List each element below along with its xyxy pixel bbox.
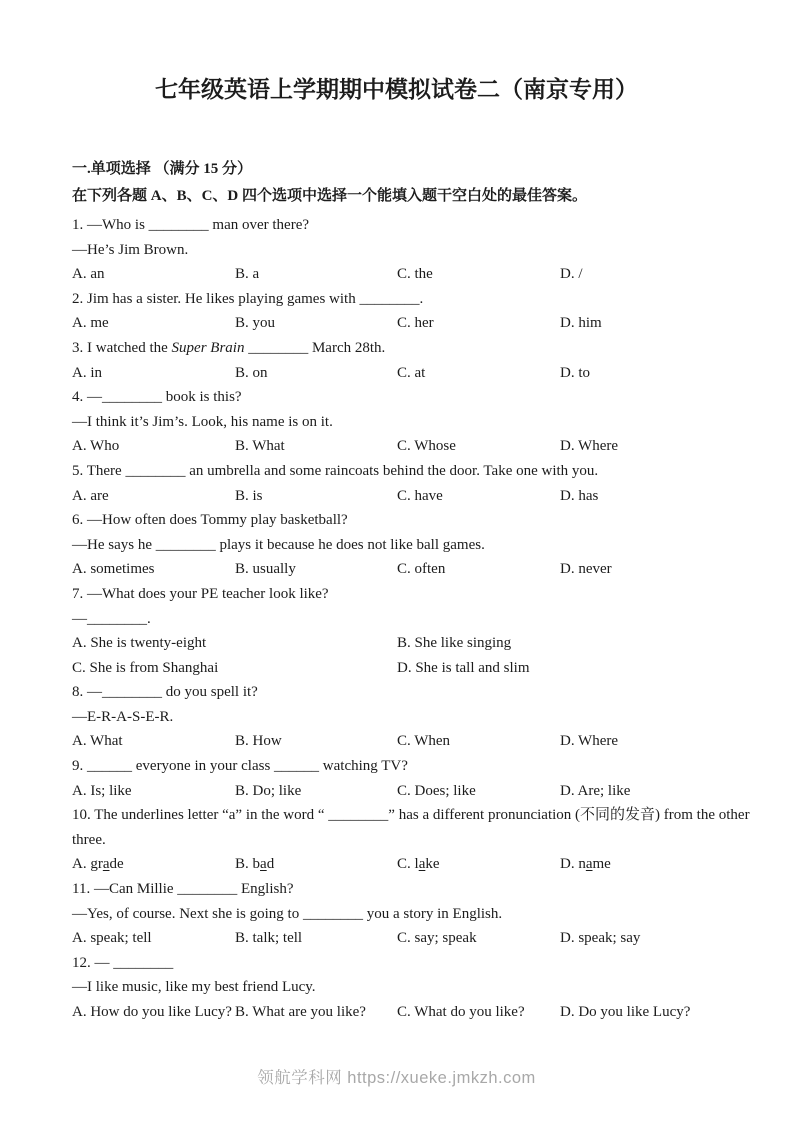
question-2-options <box>72 311 721 336</box>
question-8-options <box>72 729 721 754</box>
option-a <box>72 852 235 877</box>
option-d <box>560 852 721 877</box>
option-d: D. to <box>560 364 590 381</box>
option-c: C. the <box>397 266 433 283</box>
question-9-options <box>72 779 721 804</box>
section-instructions: 在下列各题 A、B、C、D 四个选项中选择一个能填入题干空白处的最佳答案。 <box>72 188 588 204</box>
option-b: B. How <box>235 733 282 750</box>
question-10-stem-line2: three. <box>72 831 106 848</box>
question-12-stem: 12. — ________ <box>72 954 174 971</box>
option-c: C. at <box>397 364 426 381</box>
watermark-footer: 领航学科网 https://xueke.jmkzh.com <box>257 1069 536 1087</box>
option-c: C. When <box>397 733 451 750</box>
option-c: C. her <box>397 315 434 332</box>
option-d: D. Where <box>560 438 619 455</box>
option-c: C. have <box>397 487 443 504</box>
question-3-stem <box>72 336 721 361</box>
question-7-stem: 7. —What does your PE teacher look like? <box>72 585 329 602</box>
question-9-stem: 9. ______ everyone in your class ______ watching TV? <box>72 758 408 775</box>
option-d: D. him <box>560 315 602 332</box>
underlined-letter: a <box>102 856 110 873</box>
option-a: A. Is; like <box>72 782 132 799</box>
question-12-reply: —I like music, like my best friend Lucy. <box>72 979 316 996</box>
question-8-reply: —E-R-A-S-E-R. <box>72 708 174 725</box>
stem-text: ________ March 28th. <box>244 339 386 356</box>
option-d: D. Where <box>560 733 619 750</box>
option-b: B. What are you like? <box>235 1004 366 1020</box>
option-b <box>235 852 397 877</box>
option-b: B. usually <box>235 561 296 578</box>
question-4-options <box>72 434 721 459</box>
underlined-letter: a <box>418 856 426 873</box>
option-b: B. you <box>235 315 276 332</box>
option-a: A. sometimes <box>72 561 155 578</box>
option-b: B. She like singing <box>397 635 512 652</box>
option-d: D. / <box>560 266 583 283</box>
option-a: A. What <box>72 733 123 750</box>
question-6-stem: 6. —How often does Tommy play basketball? <box>72 512 348 529</box>
option-d: D. She is tall and slim <box>397 659 530 676</box>
option-c: C. often <box>397 561 446 578</box>
option-text: B. b <box>235 856 261 873</box>
question-1-stem: 1. —Who is ________ man over there? <box>72 217 310 233</box>
question-7-reply: —________. <box>72 610 151 627</box>
underlined-letter: a <box>585 856 593 873</box>
option-d: D. Are; like <box>560 782 631 799</box>
question-7-options-row1 <box>72 631 721 656</box>
option-c: C. She is from Shanghai <box>72 659 219 676</box>
option-b: B. What <box>235 438 285 455</box>
option-a: A. are <box>72 487 109 504</box>
section-heading: 一.单项选择 （满分 15 分） <box>72 161 253 177</box>
option-a: A. How do you like Lucy? <box>72 1004 232 1020</box>
option-text: C. l <box>397 856 419 873</box>
option-b: B. talk; tell <box>235 930 303 947</box>
option-c: C. Whose <box>397 438 456 455</box>
option-text: me <box>592 856 611 873</box>
question-6-options <box>72 557 721 582</box>
option-c: C. Does; like <box>397 782 476 799</box>
option-a: A. She is twenty-eight <box>72 635 207 652</box>
option-d: D. has <box>560 487 599 504</box>
option-text: de <box>109 856 124 873</box>
option-a: A. me <box>72 315 109 332</box>
option-text: ke <box>425 856 440 873</box>
question-12-options <box>72 1000 721 1025</box>
question-5-options <box>72 484 721 509</box>
question-2-stem: 2. Jim has a sister. He likes playing games with ________. <box>72 290 424 307</box>
option-b: B. on <box>235 364 268 381</box>
page-title: 七年级英语上学期期中模拟试卷二（南京专用） <box>155 77 638 102</box>
option-c: C. What do you like? <box>397 1004 525 1020</box>
question-6-reply: —He says he ________ plays it because he does not like ball games. <box>72 536 485 553</box>
option-text: A. gr <box>72 856 103 873</box>
option-d: D. never <box>560 561 612 578</box>
option-b: B. Do; like <box>235 782 302 799</box>
option-d: D. speak; say <box>560 930 641 947</box>
option-a: A. speak; tell <box>72 930 152 947</box>
option-a: A. Who <box>72 438 120 455</box>
question-1-options <box>72 262 721 287</box>
question-10-options <box>72 852 721 877</box>
option-text: d <box>266 856 275 873</box>
option-b: B. is <box>235 487 263 504</box>
question-11-stem: 11. —Can Millie ________ English? <box>72 881 294 898</box>
option-a: A. in <box>72 364 102 381</box>
question-5-stem: 5. There ________ an umbrella and some raincoats behind the door. Take one with you. <box>72 462 599 479</box>
question-3-options <box>72 361 721 386</box>
option-b: B. a <box>235 266 260 283</box>
option-a: A. an <box>72 266 105 283</box>
option-text: D. n <box>560 856 586 873</box>
option-c: C. say; speak <box>397 930 477 947</box>
question-4-stem: 4. —________ book is this? <box>72 389 242 406</box>
underlined-letter: a <box>260 856 267 873</box>
question-10-stem-line1: 10. The underlines letter “a” in the word “ ________” has a different pronunciation (不同的发音) from the other <box>72 807 750 824</box>
option-c <box>397 852 560 877</box>
question-8-stem: 8. —________ do you spell it? <box>72 684 258 701</box>
question-7-options-row2 <box>72 656 721 681</box>
questions <box>72 213 750 1025</box>
stem-italic-title: Super Brain <box>171 339 245 356</box>
stem-text: 3. I watched the <box>72 339 172 356</box>
question-11-reply: —Yes, of course. Next she is going to ________ you a story in English. <box>72 905 503 922</box>
question-11-options <box>72 926 721 951</box>
option-d: D. Do you like Lucy? <box>560 1004 691 1020</box>
question-4-reply: —I think it’s Jim’s. Look, his name is on it. <box>72 413 333 430</box>
question-1-reply: —He’s Jim Brown. <box>72 241 189 258</box>
